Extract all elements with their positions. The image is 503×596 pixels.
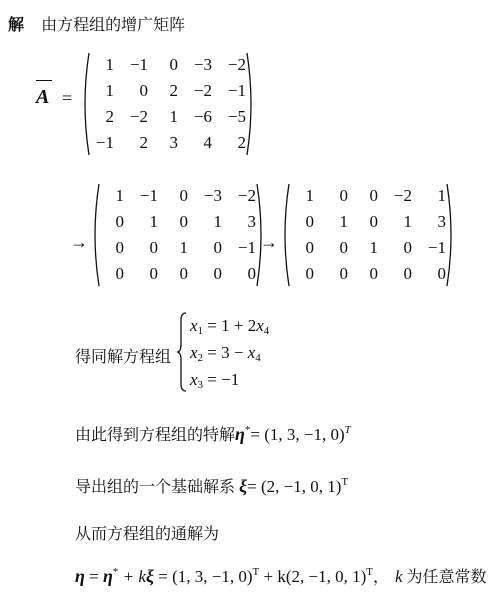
eq2-rhs: = 3 − [207,343,248,362]
eq1-rhs: = 1 + 2 [207,316,257,335]
matrix-cell: 1 [305,186,314,205]
matrix-cell: 2 [169,81,178,100]
matrix-cell: −1 [95,133,114,152]
matrix-cell: −2 [227,55,246,74]
matrix-cell: 0 [169,55,178,74]
matrix-cell: 2 [105,107,114,126]
particular-text: 由此得到方程组的特解 [75,425,236,444]
matrix-cell: 0 [149,264,158,283]
matrix-cell: 0 [369,264,378,283]
echelon-matrix [90,183,268,287]
matrix-cell: −1 [129,55,148,74]
matrix-cell: 4 [203,133,212,152]
matrix-cell: 0 [149,238,158,257]
matrix-cell: 0 [115,212,124,231]
solution-heading [8,12,185,35]
right-paren [246,52,256,156]
plus-k: + k [118,567,146,586]
matrix-cell: 0 [247,264,256,283]
system-label: 得同解方程组 [75,347,172,366]
eq2-var: x [190,343,198,362]
matrix-cell: −2 [129,107,148,126]
right-paren [446,183,456,287]
matrix-cell: 1 [169,107,178,126]
matrix-cell: 0 [213,238,222,257]
transform-arrow-2: → [260,232,278,252]
star: * [244,424,251,436]
xi-symbol: ξ [239,476,248,496]
matrix-cell: 0 [339,186,348,205]
matrix-cell: −2 [393,186,412,205]
eq1-rhs-sub: 4 [263,325,270,337]
xi-symbol: ξ [145,566,154,586]
eta-symbol: η [75,566,85,586]
matrix-cell: −2 [237,186,256,205]
eq1-rhs-var: x [256,316,264,335]
matrix-cell: 2 [139,133,148,152]
general-solution [75,564,487,587]
equals: = [84,567,103,586]
augmented-matrix [80,52,258,156]
matrix-cell: 0 [403,238,412,257]
matrix-cell: −1 [139,186,158,205]
eq2-rhs-var: x [247,343,256,362]
matrix-cell: −1 [237,238,256,257]
matrix-cell: −2 [193,81,212,100]
matrix-cell: −6 [193,107,212,126]
particular-value: = (1, 3, −1, 0) [250,425,345,444]
transpose-sup: T [344,424,351,436]
matrix-cell: 0 [403,264,412,283]
transform-arrow: → [70,232,88,252]
particular-solution [75,422,351,445]
matrix-cell: −1 [227,81,246,100]
comma: ， [372,567,389,586]
transpose-sup: T [341,476,349,488]
reduced-matrix [280,183,458,287]
matrix-cell: 0 [115,264,124,283]
equation-3 [190,370,239,391]
matrix-cell: −3 [193,55,212,74]
matrix-cell: 0 [369,212,378,231]
value2: + k(2, −1, 0, 1) [259,567,367,586]
heading-text: 由方程组的增广矩阵 [41,15,186,34]
matrix-cell: 1 [437,186,446,205]
matrix-cell: 0 [437,264,446,283]
matrix-cell: −3 [203,186,222,205]
eq2-rhs-sub: 4 [255,352,261,364]
matrix-cell: 0 [339,238,348,257]
matrix-cell: 0 [179,212,188,231]
overline [36,80,52,81]
matrix-cell: 0 [115,238,124,257]
matrix-cell: 2 [237,133,246,152]
basis-value: = (2, −1, 0, 1) [247,477,342,496]
matrix-cell: 0 [179,264,188,283]
eq2-sub: 2 [197,352,204,364]
k-var: k [394,567,403,586]
matrix-cell: 0 [305,212,314,231]
matrix-cell: 3 [247,212,256,231]
matrix-cell: 0 [213,264,222,283]
matrix-cell: 1 [105,55,114,74]
eq3-var: x [190,370,198,389]
matrix-cell: −5 [227,107,246,126]
eq3-rhs: = −1 [207,370,240,389]
matrix-cell: 0 [339,264,348,283]
matrix-cell: 1 [369,238,378,257]
value1: = (1, 3, −1, 0) [154,567,253,586]
equation-1 [190,316,269,337]
matrix-cell: 0 [139,81,148,100]
eq1-var: x [190,316,198,335]
eta-star-symbol: η [102,566,113,586]
equals-sign: = [62,88,73,108]
star: * [112,566,119,578]
matrix-cell: 0 [305,238,314,257]
matrix-cell: 1 [115,186,124,205]
matrix-cell: −1 [427,238,446,257]
matrix-cell: 1 [213,212,222,231]
matrix-cell: 0 [305,264,314,283]
matrix-cell: 1 [105,81,114,100]
solution-marker: 解 [8,15,25,34]
eq3-sub: 3 [197,379,204,391]
transpose-sup-2: T [366,566,373,578]
tail-text: 为任意常数 [406,567,487,586]
matrix-cell: 1 [149,212,158,231]
eq1-sub: 1 [197,325,204,337]
augmented-matrix-label [36,86,49,109]
basis-text: 导出组的一个基础解系 [75,477,236,496]
equation-2 [190,343,261,364]
eta-symbol: η [235,424,245,444]
matrix-cell: 3 [169,133,178,152]
system-brace [176,312,188,392]
matrix-cell: 3 [437,212,446,231]
matrix-cell: 1 [403,212,412,231]
matrix-letter: A [36,86,50,108]
matrix-cell: 0 [179,186,188,205]
transpose-sup: T [252,566,260,578]
basis-solution [75,474,348,497]
matrix-cell: 1 [339,212,348,231]
general-label: 从而方程组的通解为 [75,524,220,543]
matrix-cell: 1 [179,238,188,257]
matrix-cell: 0 [369,186,378,205]
